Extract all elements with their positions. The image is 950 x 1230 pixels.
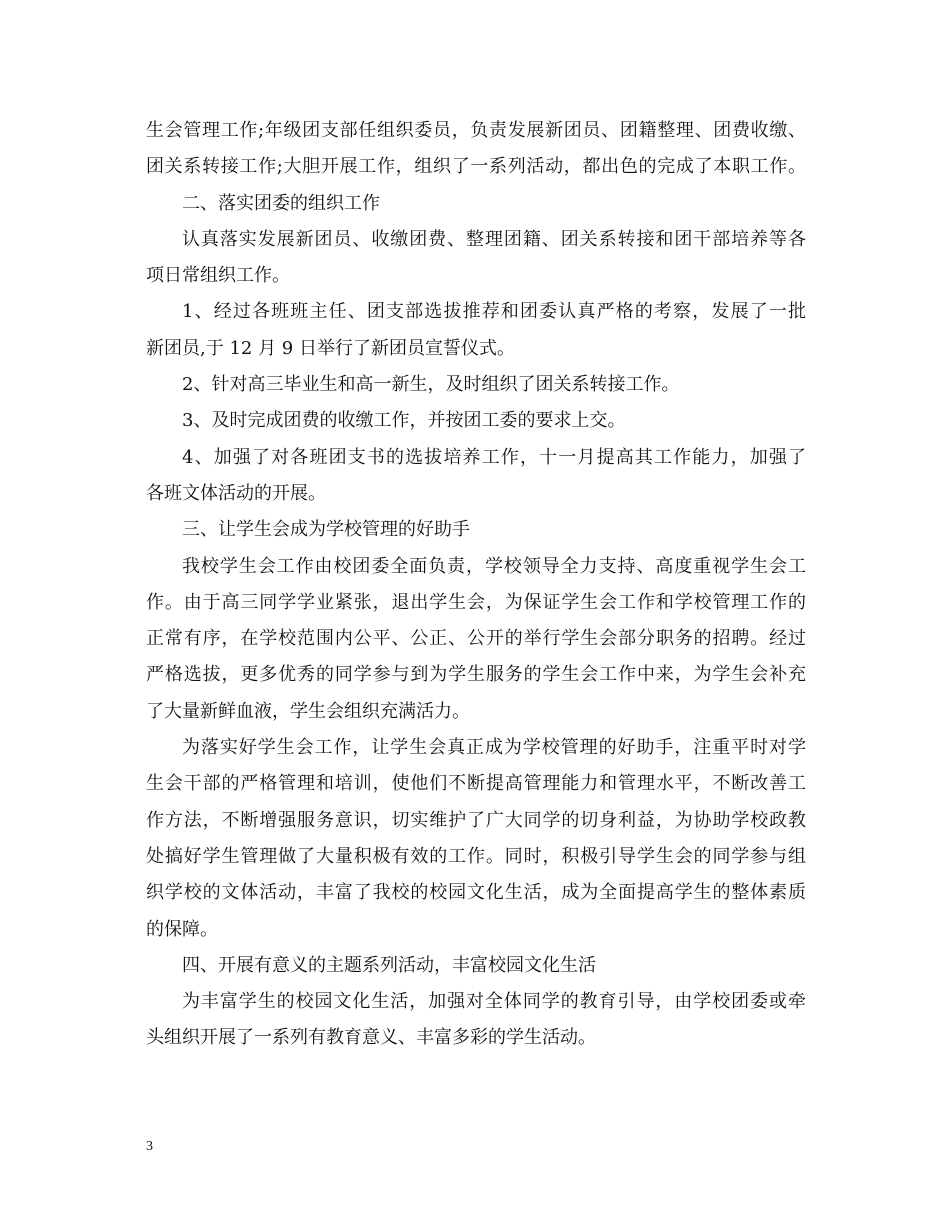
text-line: 了大量新鲜血液，学生会组织充满活力。 — [146, 700, 470, 722]
text-line: 新团员,于 12 月 9 日举行了新团员宣誓仪式。 — [146, 337, 515, 359]
text-line: 生会管理工作;年级团支部任组织委员，负责发展新团员、团籍整理、团费收缴、 — [146, 120, 806, 141]
document-body — [146, 113, 806, 1057]
text-line: 严格选拔，更多优秀的同学参与到为学生服务的学生会工作中来，为学生会补充 — [146, 664, 806, 686]
text-line: 生会干部的严格管理和培训，使他们不断提高管理能力和管理水平，不断改善工 — [146, 773, 806, 795]
text-line: 作方法，不断增强服务意识，切实维护了广大同学的切身利益，为协助学校政教 — [146, 809, 806, 831]
section-heading: 三、让学生会成为学校管理的好助手 — [182, 519, 470, 541]
text-line: 4、加强了对各班团支书的选拔培养工作，十一月提高其工作能力，加强了 — [182, 446, 806, 468]
text-line: 头组织开展了一系列有教育意义、丰富多彩的学生活动。 — [146, 1027, 596, 1049]
text-line: 团关系转接工作;大胆开展工作，组织了一系列活动，都出色的完成了本职工作。 — [146, 156, 806, 178]
text-line: 我校学生会工作由校团委全面负责，学校领导全力支持、高度重视学生会工 — [182, 555, 806, 577]
text-line: 认真落实发展新团员、收缴团费、整理团籍、团关系转接和团干部培养等各 — [182, 228, 806, 250]
text-line: 1、经过各班班主任、团支部选拔推荐和团委认真严格的考察，发展了一批 — [182, 301, 806, 323]
text-line: 正常有序，在学校范围内公平、公正、公开的举行学生会部分职务的招聘。经过 — [146, 628, 806, 650]
section-heading: 四、开展有意义的主题系列活动，丰富校园文化生活 — [182, 954, 596, 976]
text-line: 各班文体活动的开展。 — [146, 482, 326, 504]
text-line: 的保障。 — [146, 918, 218, 940]
text-line: 为丰富学生的校园文化生活，加强对全体同学的教育引导，由学校团委或牵 — [182, 991, 806, 1013]
text-line: 3、及时完成团费的收缴工作，并按团工委的要求上交。 — [182, 410, 626, 432]
text-line: 2、针对高三毕业生和高一新生，及时组织了团关系转接工作。 — [182, 374, 680, 396]
text-line: 项日常组织工作。 — [146, 265, 290, 287]
page-number: 3 — [146, 1139, 153, 1154]
text-line: 织学校的文体活动，丰富了我校的校园文化生活，成为全面提高学生的整体素质 — [146, 882, 806, 904]
section-heading: 二、落实团委的组织工作 — [182, 192, 380, 214]
text-line: 处搞好学生管理做了大量积极有效的工作。同时，积极引导学生会的同学参与组 — [146, 845, 806, 867]
text-line: 为落实好学生会工作，让学生会真正成为学校管理的好助手，注重平时对学 — [182, 737, 806, 759]
text-line: 作。由于高三同学学业紧张，退出学生会，为保证学生会工作和学校管理工作的 — [146, 591, 806, 613]
